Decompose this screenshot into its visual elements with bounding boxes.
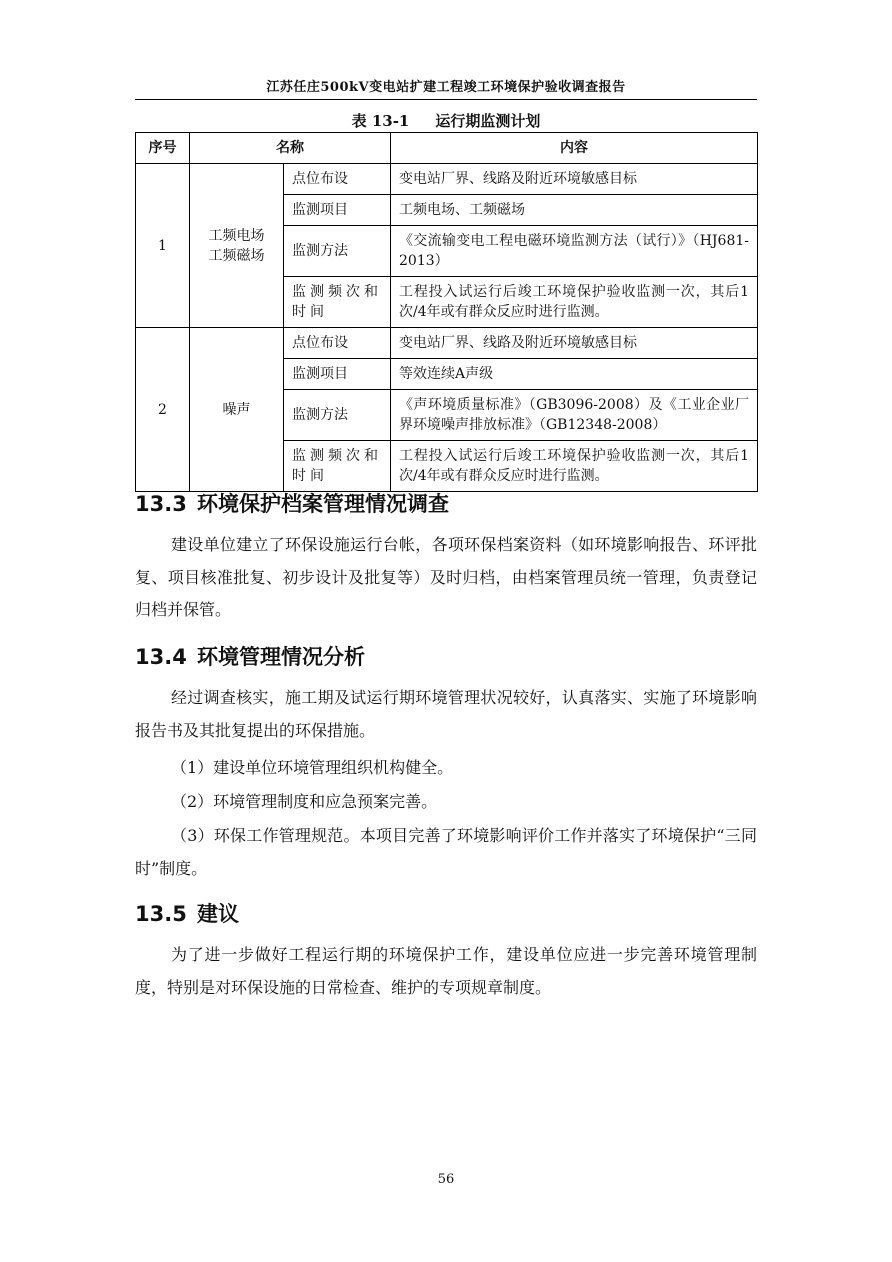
content-cell: 工频电场、工频磁场 xyxy=(391,195,758,226)
section-title: 环境管理情况分析 xyxy=(197,645,365,669)
section-title: 建议 xyxy=(197,902,239,926)
paragraph: 经过调查核实，施工期及试运行期环境管理状况较好，认真落实、实施了环境影响报告书及其批复提出的环保措施。 xyxy=(135,688,757,740)
item-cell: 监测频次和时间 xyxy=(284,441,391,492)
table-caption-number: 表 13-1 xyxy=(351,112,410,130)
item-cell: 监测项目 xyxy=(284,359,391,390)
item-cell: 点位布设 xyxy=(284,164,391,195)
group-name-line: 工频磁场 xyxy=(208,247,265,264)
section-heading-13-3 xyxy=(135,488,449,518)
running-header: 江苏任庄500kV变电站扩建工程竣工环境保护验收调查报告 xyxy=(266,80,626,95)
group-number: 2 xyxy=(136,328,190,492)
item-cell: 监测项目 xyxy=(284,195,391,226)
table-row xyxy=(136,328,758,359)
group-name: 噪声 xyxy=(190,328,284,492)
item-cell: 点位布设 xyxy=(284,328,391,359)
group-number: 1 xyxy=(136,164,190,328)
list-item: （3）环保工作管理规范。本项目完善了环境影响评价工作并落实了环境保护“三同时”制度。 xyxy=(135,826,757,878)
paragraph: 建设单位建立了环保设施运行台帐，各项环保档案资料（如环境影响报告、环评批复、项目核准批复、初步设计及批复等）及时归档，由档案管理员统一管理，负责登记归档并保管。 xyxy=(135,535,757,619)
group-name xyxy=(190,164,284,328)
content-cell: 《交流输变电工程电磁环境监测方法（试行）》（HJ681-2013） xyxy=(391,226,758,277)
section-number: 13.3 xyxy=(135,492,187,516)
content-cell: 变电站厂界、线路及附近环境敏感目标 xyxy=(391,328,758,359)
section-heading-13-4 xyxy=(135,641,365,671)
item-cell: 监测方法 xyxy=(284,390,391,441)
header-rule xyxy=(135,99,757,100)
header-content: 内容 xyxy=(391,133,758,164)
header-name: 名称 xyxy=(190,133,391,164)
content-cell: 等效连续A声级 xyxy=(391,359,758,390)
header-seq: 序号 xyxy=(136,133,190,164)
paragraph: 为了进一步做好工程运行期的环境保护工作，建设单位应进一步完善环境管理制度，特别是对环保设施的日常检查、维护的专项规章制度。 xyxy=(135,945,757,997)
list-item: （1）建设单位环境管理组织机构健全。 xyxy=(171,758,454,777)
group-name-line: 工频电场 xyxy=(208,227,265,244)
table-caption-title: 运行期监测计划 xyxy=(435,112,541,130)
content-cell: 变电站厂界、线路及附近环境敏感目标 xyxy=(391,164,758,195)
item-cell: 监测方法 xyxy=(284,226,391,277)
content-cell: 《声环境质量标准》（GB3096-2008）及《工业企业厂界环境噪声排放标准》（GB12348-2008） xyxy=(391,390,758,441)
table-row xyxy=(136,164,758,195)
monitoring-plan-table xyxy=(135,132,758,492)
list-item: （2）环境管理制度和应急预案完善。 xyxy=(171,792,438,811)
section-heading-13-5 xyxy=(135,898,239,928)
section-number: 13.5 xyxy=(135,902,187,926)
section-title: 环境保护档案管理情况调查 xyxy=(197,492,449,516)
section-number: 13.4 xyxy=(135,645,187,669)
table-caption xyxy=(135,110,757,131)
content-cell: 工程投入试运行后竣工环境保护验收监测一次，其后1次/4年或有群众反应时进行监测。 xyxy=(391,277,758,328)
table-header-row xyxy=(136,133,758,164)
item-cell: 监测频次和时间 xyxy=(284,277,391,328)
page-number: 56 xyxy=(437,1172,455,1187)
content-cell: 工程投入试运行后竣工环境保护验收监测一次，其后1次/4年或有群众反应时进行监测。 xyxy=(391,441,758,492)
